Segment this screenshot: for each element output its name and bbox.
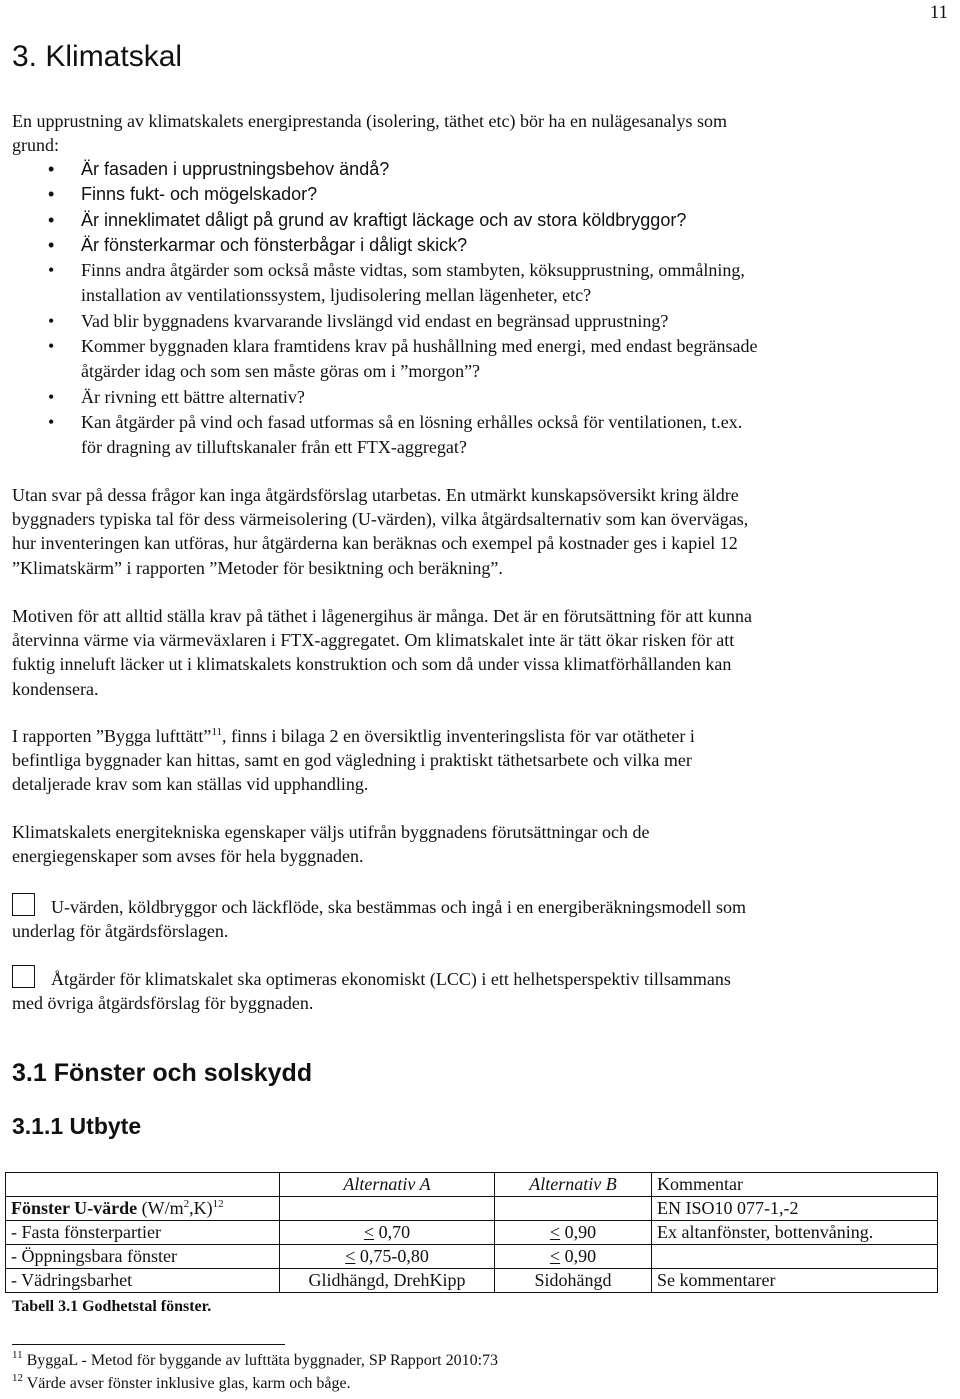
checkbox[interactable] bbox=[12, 965, 35, 988]
paragraph-properties: Klimatskalets energitekniska egenskaper väljs utifrån byggnadens förutsättningar och de energiegenskaper som avses för hela byggnaden. bbox=[12, 822, 650, 867]
subsection-title: 3.1.1 Utbyte bbox=[12, 1113, 142, 1139]
list-item: • Finns andra åtgärder som också måste vidtas, som stambyten, köksupprustning, ommålning, installation av ventilationssystem, ljudisolering mellan lägenheter, etc? bbox=[12, 258, 942, 309]
paragraph-report: I rapporten ”Bygga lufttätt”$^{11}$, finns i bilaga 2 en översiktlig inventeringslista för var otätheter i befintliga byggnader kan hittas, samt en god vägledning i praktiskt täthetsarbete och vilka mer detaljerade krav som kan ställas vid upphandling. bbox=[12, 726, 695, 795]
checkbox[interactable] bbox=[12, 893, 35, 916]
intro-paragraph: En upprustning av klimatskalets energiprestanda (isolering, täthet etc) bör ha en nulägesanalys som grund: bbox=[12, 111, 727, 156]
section-title: 3.1 Fönster och solskydd bbox=[12, 1059, 313, 1087]
footnote-ref: 11 bbox=[211, 726, 223, 738]
footnote: $^{11}$ ByggaL - Metod för byggande av lufttäta byggnader, SP Rapport 2010:73 bbox=[12, 1349, 499, 1369]
table-row: - Öppningsbara fönster < 0,75-0,80 < 0,90 bbox=[6, 1245, 938, 1269]
question-list bbox=[12, 157, 942, 461]
checklist-item-u-values: U-värden, köldbryggor och läckflöde, ska bestämmas och ingå i en energiberäkningsmodell som underlag för åtgärdsförslagen. bbox=[12, 893, 942, 943]
list-item: • Kan åtgärder på vind och fasad utformas så en lösning erhålles också för ventilationen, t.ex. för dragning av tilluftskanaler från ett FTX-aggregat? bbox=[12, 410, 942, 461]
footnote: $^{12}$ Värde avser fönster inklusive glas, karm och båge. bbox=[12, 1372, 351, 1392]
list-item: • Är fasaden i upprustningsbehov ändå? bbox=[12, 157, 942, 182]
table-row: - Fasta fönsterpartier < 0,70 < 0,90 Ex altanfönster, bottenvåning. bbox=[6, 1221, 938, 1245]
paragraph-motives: Motiven för att alltid ställa krav på täthet i lågenergihus är många. Det är en förutsättning för att kunna återvinna värme via värmeväxlaren i FTX-aggregatet. Om klimatskalet inte är tätt ökar risken för att fuktig inneluft läcker ut i klimatskalets konstruktion och som då under vissa klimatförhållanden kan kondensera. bbox=[12, 606, 752, 699]
window-requirements-table bbox=[5, 1172, 938, 1293]
table-caption: Tabell 3.1 Godhetstal fönster. bbox=[12, 1298, 212, 1315]
checklist-item-lcc: Åtgärder för klimatskalet ska optimeras ekonomiskt (LCC) i ett helhetsperspektiv tillsammans med övriga åtgärdsförslag för byggnaden. bbox=[12, 965, 942, 1015]
footnote-divider bbox=[12, 1344, 285, 1345]
table-row: - Vädringsbarhet Glidhängd, DrehKipp Sidohängd Se kommentarer bbox=[6, 1269, 938, 1293]
page-title: 3. Klimatskal bbox=[12, 40, 183, 73]
list-item: • Är rivning ett bättre alternativ? bbox=[12, 385, 942, 410]
paragraph-overview: Utan svar på dessa frågor kan inga åtgärdsförslag utarbetas. En utmärkt kunskapsöversikt kring äldre byggnaders typiska tal för dess värmeisolering (U-värden), vilka åtgärdsalternativ som kan övervägas, hur inventeringen kan utföras, hur åtgärderna kan beräknas och exempel på kostnader ges i kapiel 12 ”Klimatskärm” i rapporten ”Metoder för besiktning och beräkning”. bbox=[12, 485, 749, 578]
table-header-row: Alternativ A Alternativ B Kommentar bbox=[6, 1173, 938, 1197]
list-item: • Vad blir byggnadens kvarvarande livslängd vid endast en begränsad upprustning? bbox=[12, 309, 942, 334]
list-item: • Kommer byggnaden klara framtidens krav på hushållning med energi, med endast begränsade åtgärder idag och som sen måste göras om i ”morgon”? bbox=[12, 334, 942, 385]
list-item: • Är fönsterkarmar och fönsterbågar i dåligt skick? bbox=[12, 233, 942, 258]
table-row: Fönster U-värde $(W/m^2,K)^{12}$ EN ISO10 077-1,-2 bbox=[6, 1197, 938, 1221]
list-item: • Finns fukt- och mögelskador? bbox=[12, 182, 942, 207]
page-number: 11 bbox=[929, 2, 948, 23]
list-item: • Är inneklimatet dåligt på grund av kraftigt läckage och av stora köldbryggor? bbox=[12, 208, 942, 233]
